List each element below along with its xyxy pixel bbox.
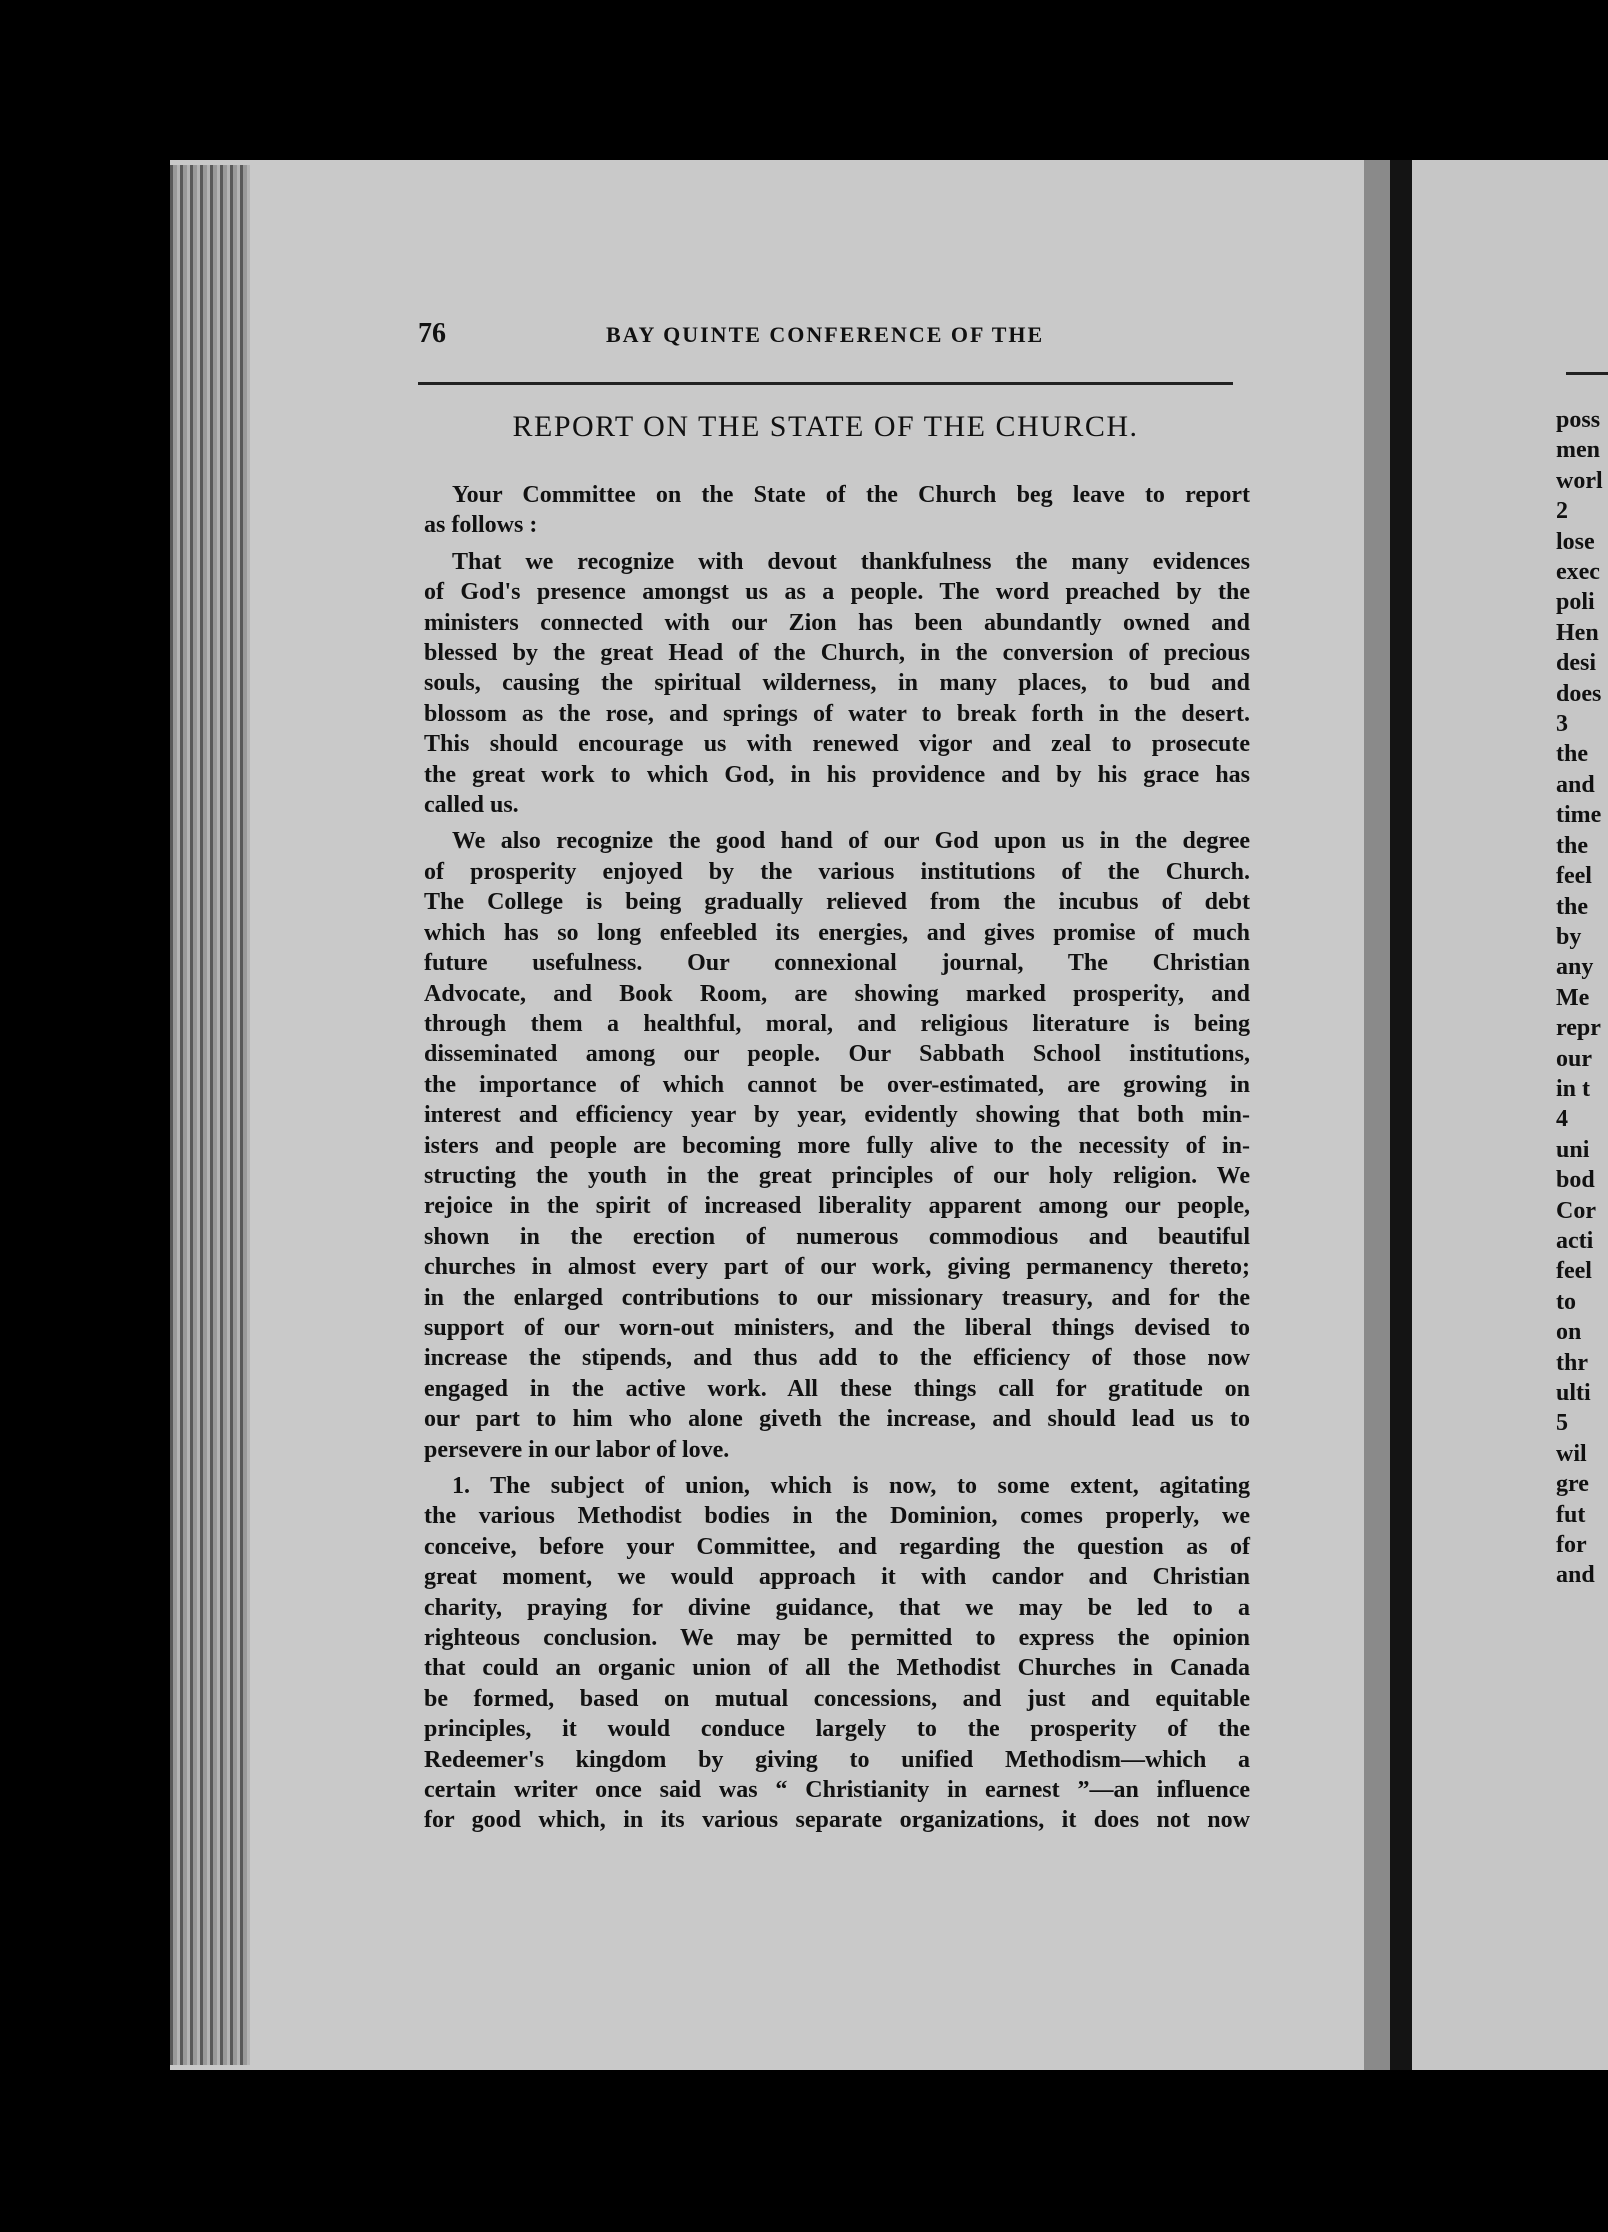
facing-page-fragment: thr — [1556, 1349, 1588, 1376]
facing-page-fragment: poss — [1556, 407, 1601, 433]
facing-page-fragment: ulti — [1556, 1380, 1591, 1406]
facing-page-fragment: the — [1556, 741, 1588, 768]
text-line: engaged in the active work. All these things call for gratitude on — [424, 1375, 1250, 1402]
facing-page-fragment: poli — [1556, 589, 1595, 616]
running-head — [418, 318, 1228, 358]
text-line: of prosperity enjoyed by the various institutions of the Church. — [424, 858, 1250, 885]
text-line: great moment, we would approach it with candor and Christian — [424, 1564, 1250, 1591]
text-line: support of our worn-out ministers, and the liberal things devised to — [424, 1314, 1250, 1341]
facing-page-fragment: lose — [1556, 528, 1595, 555]
facing-page-fragment: 5 — [1556, 1410, 1568, 1437]
facing-page-fragment: men — [1556, 437, 1600, 464]
text-line: rejoice in the spirit of increased liberality apparent among our people, — [424, 1193, 1250, 1220]
text-line: structing the youth in the great principles of our holy religion. We — [424, 1162, 1250, 1189]
page-number: 76 — [418, 318, 446, 349]
facing-page-fragment: the — [1556, 893, 1588, 920]
text-line: principles, it would conduce largely to the prosperity of the — [424, 1716, 1250, 1743]
text-line: charity, praying for divine guidance, that we may be led to a — [424, 1594, 1250, 1621]
facing-page-fragment: time — [1556, 802, 1602, 829]
text-line: conceive, before your Committee, and regarding the question as of — [424, 1533, 1250, 1560]
text-line: Advocate, and Book Room, are showing marked prosperity, and — [424, 980, 1250, 1007]
text-line: ministers connected with our Zion has been abundantly owned and — [424, 609, 1250, 636]
facing-page-fragment: any — [1556, 954, 1594, 981]
facing-page-fragment: on — [1556, 1319, 1582, 1346]
text-line: persevere in our labor of love. — [424, 1436, 730, 1463]
facing-page-fragment: and — [1556, 1562, 1595, 1589]
text-line: in the enlarged contributions to our missionary treasury, and for the — [424, 1284, 1250, 1311]
text-line: be formed, based on mutual concessions, and just and equitable — [424, 1685, 1250, 1712]
facing-page-rule — [1566, 372, 1608, 375]
text-line: the importance of which cannot be over-estimated, are growing in — [424, 1071, 1250, 1098]
facing-page-fragment: does — [1556, 680, 1602, 707]
facing-page-fragment: fut — [1556, 1501, 1586, 1528]
facing-page-fragment: and — [1556, 771, 1595, 798]
text-line: certain writer once said was “ Christianity in earnest ”—an influence — [424, 1777, 1250, 1804]
facing-page-fragment: Cor — [1556, 1197, 1596, 1224]
text-line: through them a healthful, moral, and religious literature is being — [424, 1010, 1250, 1037]
text-line: disseminated among our people. Our Sabbath School institutions, — [424, 1041, 1250, 1068]
text-line: Your Committee on the State of the Church beg leave to report — [452, 482, 1250, 508]
text-line: our part to him who alone giveth the increase, and should lead us to — [424, 1406, 1250, 1433]
text-line: of God's presence amongst us as a people. The word preached by the — [424, 579, 1250, 606]
text-line: interest and efficiency year by year, evidently showing that both min- — [424, 1102, 1250, 1129]
facing-page-fragment: wil — [1556, 1440, 1587, 1467]
facing-page-fragment: in t — [1556, 1075, 1591, 1102]
facing-page-text — [1556, 405, 1608, 1591]
text-line: The College is being gradually relieved from the incubus of debt — [424, 889, 1250, 916]
facing-page-fragment: gre — [1556, 1471, 1589, 1498]
text-line: increase the stipends, and thus add to the efficiency of those now — [424, 1345, 1250, 1372]
facing-page-fragment: worl — [1556, 467, 1603, 494]
facing-page-fragment: by — [1556, 923, 1582, 950]
facing-page-fragment: feel — [1556, 1258, 1592, 1285]
facing-page-fragment: bod — [1556, 1167, 1595, 1194]
text-line: This should encourage us with renewed vigor and zeal to prosecute — [424, 731, 1250, 758]
text-line: Redeemer's kingdom by giving to unified Methodism—which a — [424, 1746, 1250, 1773]
facing-page-fragment: 2 — [1556, 498, 1568, 525]
text-line: blossom as the rose, and springs of water to break forth in the desert. — [424, 700, 1250, 727]
report-body — [424, 480, 1250, 1836]
page-edge-stack — [170, 165, 250, 2065]
text-line: that could an organic union of all the Methodist Churches in Canada — [424, 1655, 1250, 1682]
text-line: for good which, in its various separate organizations, it does not now — [424, 1807, 1250, 1834]
header-rule — [418, 382, 1233, 385]
text-line: 1. The subject of union, which is now, to some extent, agitating — [452, 1473, 1250, 1499]
text-line: souls, causing the spiritual wilderness, in many places, to bud and — [424, 670, 1250, 697]
facing-page-fragment: 3 — [1556, 711, 1568, 738]
text-line: which has so long enfeebled its energies, and gives promise of much — [424, 919, 1250, 946]
text-line: future usefulness. Our connexional journal, The Christian — [424, 950, 1250, 977]
text-line: We also recognize the good hand of our God upon us in the degree — [452, 828, 1250, 855]
running-head-title: BAY QUINTE CONFERENCE OF THE — [606, 322, 1045, 347]
text-line: the great work to which God, in his providence and by his grace has — [424, 761, 1250, 788]
text-line: churches in almost every part of our work, giving permanency thereto; — [424, 1254, 1250, 1281]
facing-page-fragment: our — [1556, 1045, 1592, 1072]
facing-page-fragment: feel — [1556, 863, 1592, 890]
text-line: shown in the erection of numerous commodious and beautiful — [424, 1223, 1250, 1250]
facing-page-fragment: to — [1556, 1288, 1576, 1315]
text-line: righteous conclusion. We may be permitted to express the opinion — [424, 1625, 1250, 1652]
text-line: the various Methodist bodies in the Dominion, comes properly, we — [424, 1503, 1250, 1530]
facing-page-fragment: acti — [1556, 1227, 1594, 1254]
facing-page-fragment: repr — [1556, 1015, 1601, 1042]
facing-page-fragment: Hen — [1556, 619, 1599, 646]
facing-page-fragment: for — [1556, 1532, 1587, 1559]
facing-page-fragment: desi — [1556, 650, 1597, 677]
text-line: That we recognize with devout thankfulness the many evidences — [452, 548, 1250, 575]
facing-page-fragment: Me — [1556, 984, 1590, 1011]
text-line: blessed by the great Head of the Church, in the conversion of precious — [424, 640, 1250, 667]
text-line: called us. — [424, 792, 519, 819]
book-gutter — [1390, 160, 1412, 2070]
facing-page-fragment: uni — [1556, 1136, 1590, 1163]
facing-page-fragment: exec — [1556, 559, 1600, 586]
facing-page-fragment: the — [1556, 832, 1588, 859]
facing-page-fragment: 4 — [1556, 1106, 1568, 1133]
text-line: isters and people are becoming more fully alive to the necessity of in- — [424, 1132, 1250, 1159]
section-title: REPORT ON THE STATE OF THE CHURCH. — [512, 410, 1139, 443]
text-line: as follows : — [424, 512, 538, 539]
